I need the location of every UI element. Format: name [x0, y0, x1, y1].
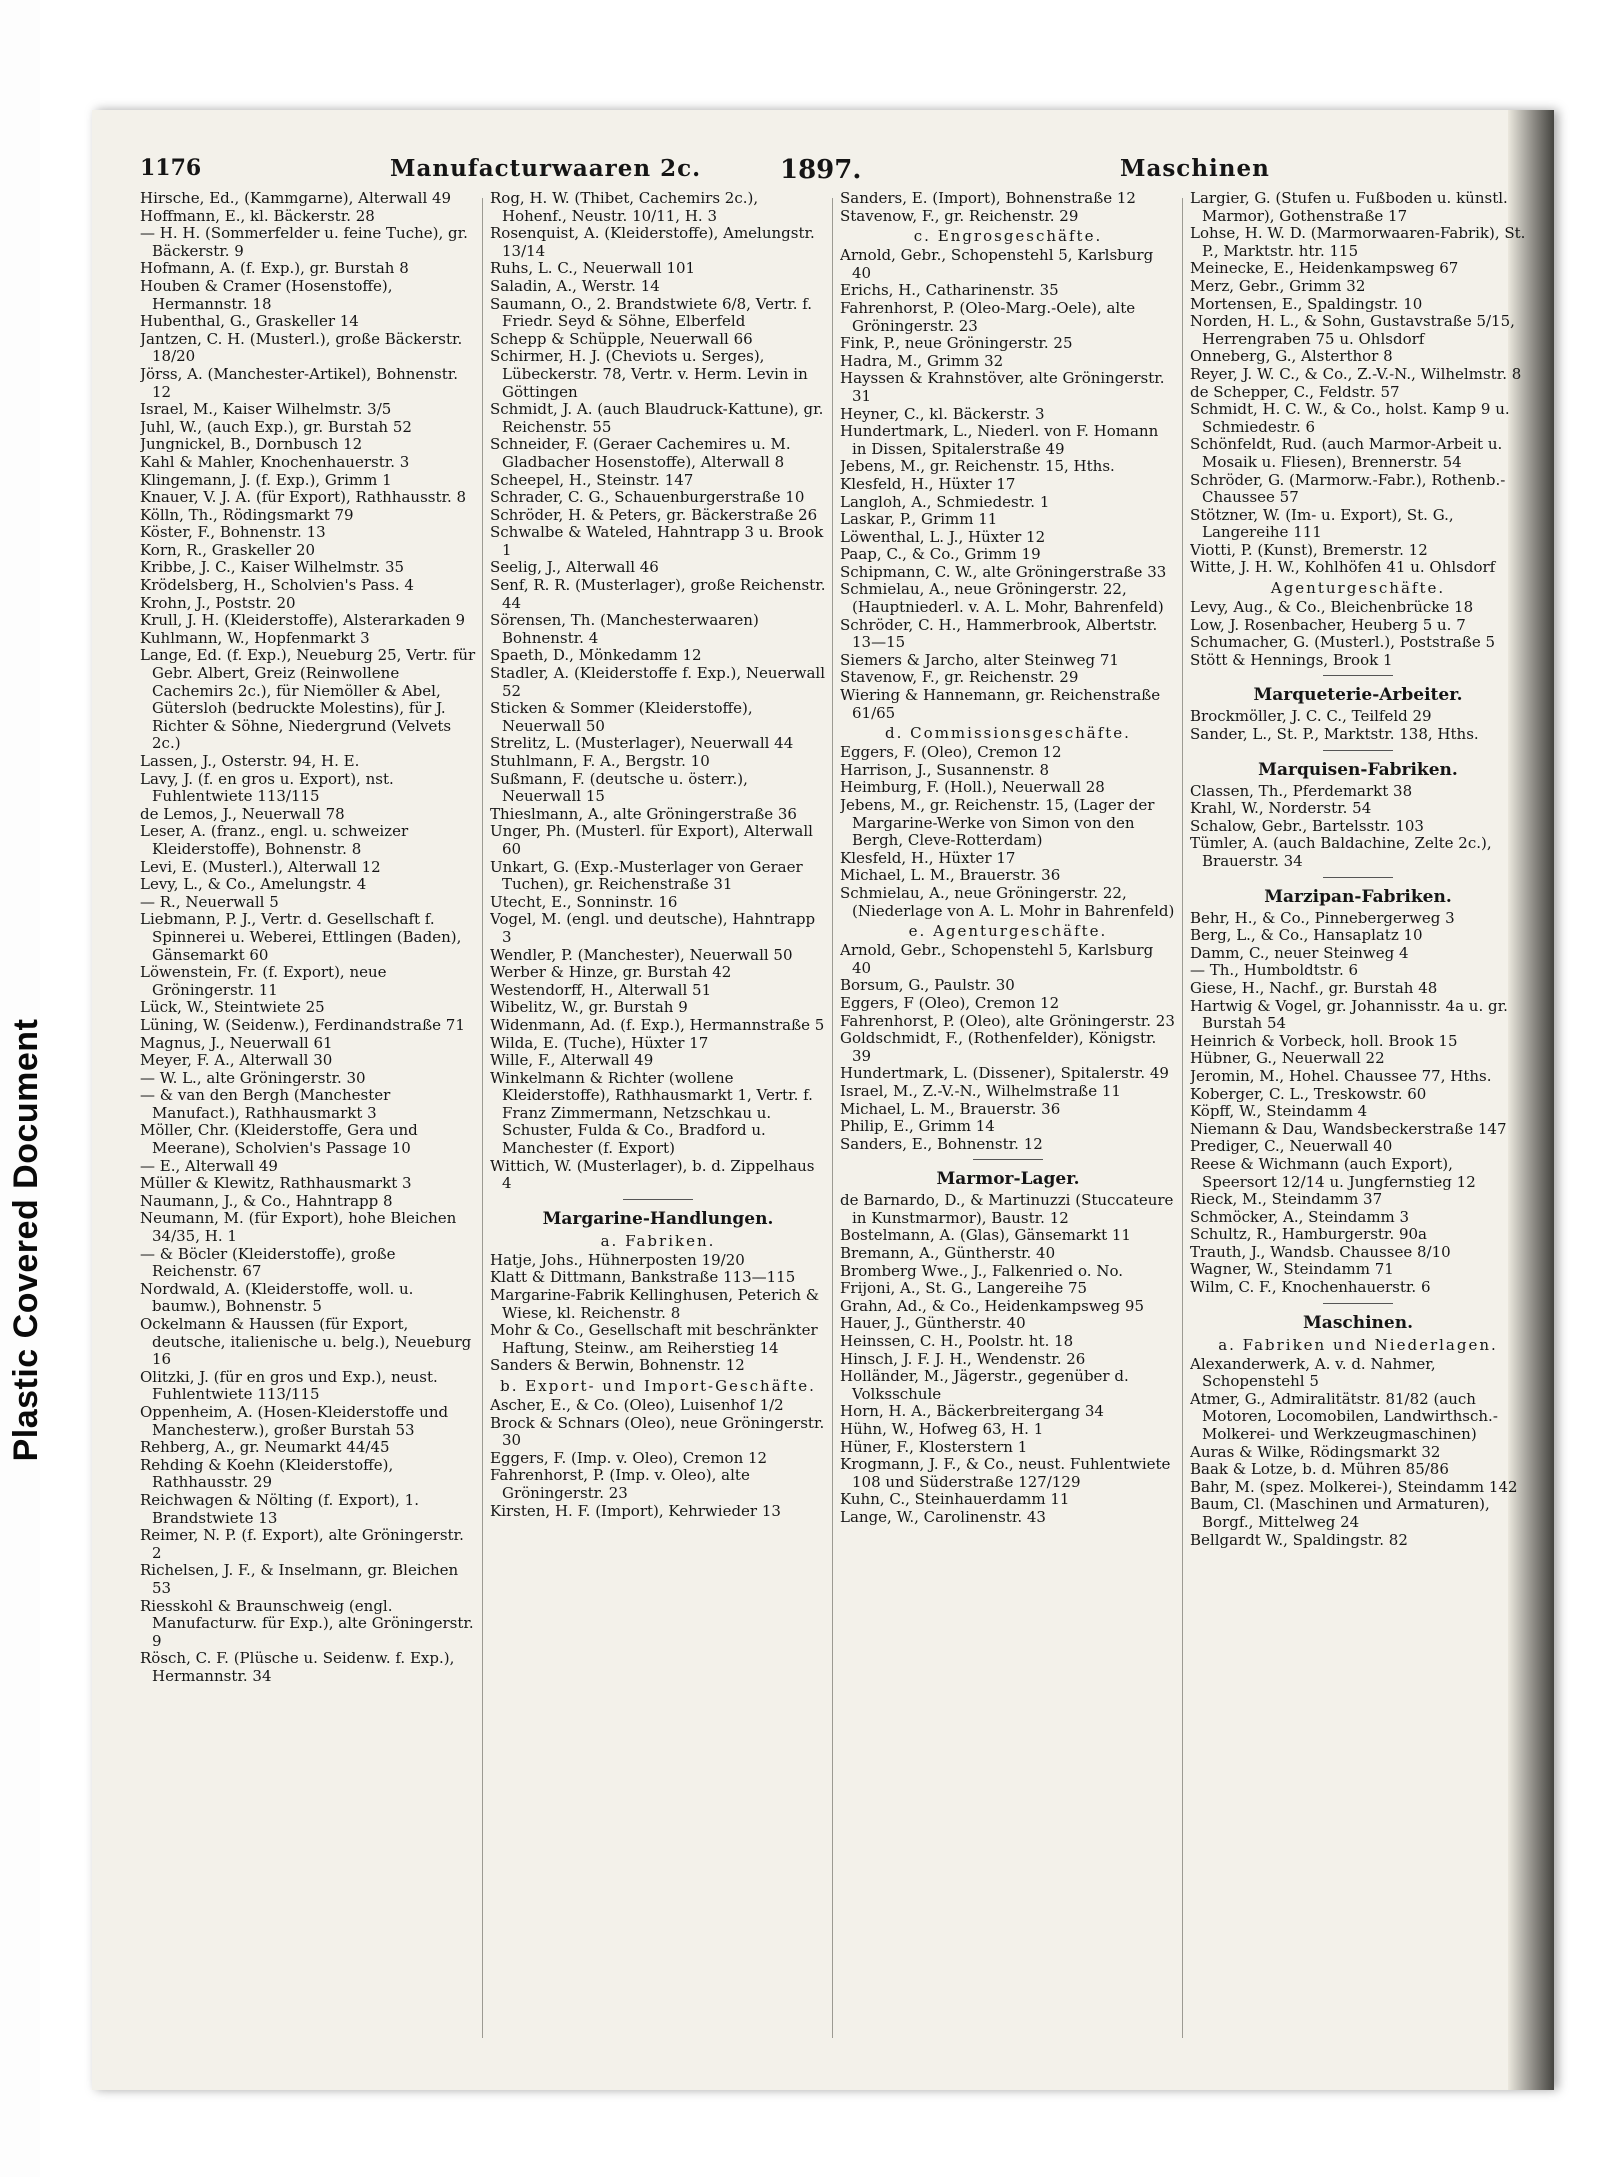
section-divider	[1323, 675, 1393, 676]
directory-entry: Giese, H., Nachf., gr. Burstah 48	[1190, 978, 1438, 997]
directory-entry: Schrader, C. G., Schauenburgerstraße 10	[490, 488, 805, 507]
directory-entry: Kribbe, J. C., Kaiser Wilhelmstr. 35	[140, 558, 405, 577]
directory-entry: Arnold, Gebr., Schopenstehl 5, Karlsburg 40	[840, 941, 1154, 977]
directory-entry: Riesskohl & Braunschweig (engl. Manufacturw. für Exp.), alte Gröningerstr. 9	[140, 1596, 474, 1650]
directory-entry: — W. L., alte Gröningerstr. 30	[140, 1068, 366, 1087]
directory-entry: Sticken & Sommer (Kleiderstoffe), Neuerwall 50	[490, 699, 753, 735]
section-divider	[1323, 1303, 1393, 1304]
section-subheading: a. Fabriken.	[600, 1231, 716, 1250]
directory-entry: Leser, A. (franz., engl. u. schweizer Kleiderstoffe), Bohnenstr. 8	[140, 822, 409, 858]
column-2	[490, 190, 826, 2050]
directory-entry: Frijoni, A., St. G., Langereihe 75	[840, 1279, 1088, 1298]
directory-entry: Saladin, A., Werstr. 14	[490, 276, 660, 295]
directory-entry: Vogel, M. (engl. und deutsche), Hahntrapp 3	[490, 910, 816, 946]
directory-entry: Reese & Wichmann (auch Export), Speersort 12/14 u. Jungfernstieg 12	[1190, 1154, 1476, 1191]
directory-entry: Strelitz, L. (Musterlager), Neuerwall 44	[490, 734, 794, 753]
directory-entry: Sanders & Berwin, Bohnenstr. 12	[490, 1356, 745, 1375]
directory-entry: Holländer, M., Jägerstr., gegenüber d. Volksschule	[840, 1367, 1129, 1403]
running-head-left-title: Manufacturwaaren 2c.	[390, 155, 702, 182]
directory-entry: Schröder, H. & Peters, gr. Bäckerstraße 26	[490, 505, 818, 524]
directory-entry: Wilda, E. (Tuche), Hüxter 17	[490, 1033, 709, 1052]
directory-entry: Low, J. Rosenbacher, Heuberg 5 u. 7	[1190, 615, 1466, 634]
directory-entry: Köpff, W., Steindamm 4	[1190, 1102, 1368, 1121]
directory-entry: Hadra, M., Grimm 32	[840, 351, 1004, 370]
directory-entry: Schmielau, A., neue Gröningerstr. 22, (Hauptniederl. v. A. L. Mohr, Bahrenfeld)	[840, 580, 1164, 617]
directory-entry: Trauth, J., Wandsb. Chaussee 8/10	[1190, 1242, 1451, 1261]
column-rule	[832, 198, 833, 2038]
directory-entry: Kölln, Th., Rödingsmarkt 79	[140, 505, 354, 524]
running-head-right-title: Maschinen	[1120, 155, 1270, 182]
directory-entry: Löwenstein, Fr. (f. Export), neue Gröningerstr. 11	[140, 963, 387, 999]
directory-entry: Levy, Aug., & Co., Bleichenbrücke 18	[1190, 598, 1474, 617]
directory-entry: Niemann & Dau, Wandsbeckerstraße 147	[1190, 1119, 1507, 1138]
directory-entry: Levi, E. (Musterl.), Alterwall 12	[140, 857, 381, 876]
directory-entry: Hinsch, J. F. J. H., Wendenstr. 26	[840, 1349, 1086, 1368]
section-subheading: a. Fabriken und Niederlagen.	[1218, 1335, 1498, 1354]
directory-entry: de Barnardo, D., & Martinuzzi (Stuccateure in Kunstmarmor), Baustr. 12	[840, 1191, 1174, 1227]
directory-entry: Sanders, E., Bohnenstr. 12	[840, 1134, 1043, 1153]
directory-entry: Jörss, A. (Manchester-Artikel), Bohnenstr. 12	[140, 364, 459, 401]
directory-entry: Krohn, J., Poststr. 20	[140, 593, 296, 612]
directory-entry: de Lemos, J., Neuerwall 78	[140, 804, 345, 823]
directory-entry: Hatje, Johs., Hühnerposten 19/20	[490, 1250, 745, 1269]
directory-entry: Ruhs, L. C., Neuerwall 101	[490, 259, 696, 278]
directory-entry: Lange, W., Carolinenstr. 43	[840, 1507, 1046, 1526]
directory-entry: Hundertmark, L., Niederl. von F. Homann in Dissen, Spitalerstraße 49	[840, 422, 1159, 458]
directory-entry: Israel, M., Z.-V.-N., Wilhelmstraße 11	[840, 1081, 1121, 1100]
directory-entry: Norden, H. L., & Sohn, Gustavstraße 5/15, Herrengraben 75 u. Ohlsdorf	[1190, 312, 1515, 348]
directory-entry: Naumann, J., & Co., Hahntrapp 8	[140, 1191, 393, 1210]
directory-entry: Goldschmidt, F., (Rothenfelder), Königstr. 39	[840, 1029, 1157, 1065]
directory-entry: Jebens, M., gr. Reichenstr. 15, Hths.	[840, 457, 1115, 476]
directory-entry: Wilm, C. F., Knochenhauerstr. 6	[1190, 1278, 1431, 1297]
directory-entry: Heinrich & Vorbeck, holl. Brook 15	[1190, 1031, 1458, 1050]
directory-entry: Korn, R., Graskeller 20	[140, 540, 316, 559]
directory-entry: Reyer, J. W. C., & Co., Z.-V.-N., Wilhelmstr. 8	[1190, 364, 1522, 383]
directory-entry: Klesfeld, H., Hüxter 17	[840, 848, 1016, 867]
directory-entry: Paap, C., & Co., Grimm 19	[840, 545, 1041, 564]
directory-entry: Schwalbe & Wateled, Hahntrapp 3 u. Brook 1	[490, 523, 824, 559]
directory-entry: Viotti, P. (Kunst), Bremerstr. 12	[1190, 540, 1428, 559]
directory-entry: Knauer, V. J. A. (für Export), Rathhausstr. 8	[140, 488, 467, 507]
directory-entry: Köster, F., Bohnenstr. 13	[140, 523, 326, 542]
directory-entry: Juhl, W., (auch Exp.), gr. Burstah 52	[140, 417, 412, 436]
section-heading: Marzipan-Fabriken.	[1264, 886, 1452, 907]
directory-entry: Hirsche, Ed., (Kammgarne), Alterwall 49	[140, 190, 452, 207]
directory-entry: Lüning, W. (Seidenw.), Ferdinandstraße 71	[140, 1015, 465, 1034]
directory-entry: Lavy, J. (f. en gros u. Export), nst. Fuhlentwiete 113/115	[140, 769, 394, 806]
directory-entry: Israel, M., Kaiser Wilhelmstr. 3/5	[140, 400, 392, 419]
directory-entry: Krull, J. H. (Kleiderstoffe), Alsterarkaden 9	[140, 611, 466, 630]
directory-entry: Fink, P., neue Gröningerstr. 25	[840, 334, 1073, 353]
directory-entry: Magnus, J., Neuerwall 61	[140, 1033, 333, 1052]
directory-entry: Classen, Th., Pferdemarkt 38	[1190, 781, 1413, 800]
directory-entry: — R., Neuerwall 5	[140, 892, 279, 911]
directory-entry: Jantzen, C. H. (Musterl.), große Bäckerstr. 18/20	[140, 329, 463, 366]
directory-entry: Wagner, W., Steindamm 71	[1190, 1260, 1394, 1279]
directory-entry: Rehberg, A., gr. Neumarkt 44/45	[140, 1438, 390, 1457]
directory-entry: Borsum, G., Paulstr. 30	[840, 976, 1015, 995]
directory-entry: Michael, L. M., Brauerstr. 36	[840, 1099, 1061, 1118]
directory-entry: Houben & Cramer (Hosenstoffe), Hermannstr. 18	[140, 276, 393, 313]
directory-entry: Richelsen, J. F., & Inselmann, gr. Bleichen 53	[140, 1561, 459, 1597]
directory-entry: Baak & Lotze, b. d. Mühren 85/86	[1190, 1460, 1449, 1479]
directory-entry: Klingemann, J. (f. Exp.), Grimm 1	[140, 470, 392, 489]
directory-entry: Fahrenhorst, P. (Oleo), alte Gröningerstr. 23	[840, 1011, 1175, 1030]
directory-entry: Unger, Ph. (Musterl. für Export), Alterwall 60	[490, 822, 813, 858]
section-divider	[623, 1199, 693, 1200]
directory-entry: Schmöcker, A., Steindamm 3	[1190, 1207, 1410, 1226]
directory-entry: Wiering & Hannemann, gr. Reichenstraße 61/65	[840, 686, 1161, 722]
directory-entry: Krahl, W., Norderstr. 54	[1190, 799, 1372, 818]
directory-entry: Mohr & Co., Gesellschaft mit beschränkter Haftung, Steinw., am Reiherstieg 14	[490, 1321, 818, 1357]
directory-entry: Westendorff, H., Alterwall 51	[490, 980, 712, 999]
directory-entry: Baum, Cl. (Maschinen und Armaturen), Borgf., Mittelweg 24	[1190, 1495, 1490, 1531]
directory-entry: Rosenquist, A. (Kleiderstoffe), Amelungstr. 13/14	[490, 224, 815, 260]
directory-entry: Merz, Gebr., Grimm 32	[1190, 276, 1366, 295]
directory-entry: Rehding & Koehn (Kleiderstoffe), Rathhausstr. 29	[140, 1455, 394, 1492]
directory-entry: Hüner, F., Klosterstern 1	[840, 1437, 1028, 1456]
directory-entry: Wittich, W. (Musterlager), b. d. Zippelhaus 4	[490, 1156, 815, 1193]
directory-entry: Klesfeld, H., Hüxter 17	[840, 474, 1016, 493]
running-head-year: 1897.	[780, 155, 862, 185]
directory-entry: Ockelmann & Haussen (für Export, deutsche, italienische u. belg.), Neueburg 16	[140, 1315, 472, 1369]
directory-entry: Sörensen, Th. (Manchesterwaaren) Bohnenstr. 4	[490, 611, 759, 647]
directory-entry: Reichwagen & Nölting (f. Export), 1. Brandstwiete 13	[140, 1490, 419, 1527]
directory-entry: Lange, Ed. (f. Exp.), Neueburg 25, Vertr. für Gebr. Albert, Greiz (Reinwollene Cachemirs 2c.), für Niemöller & Abel, Gütersloh (bedruckte Molestins), für J. Richter & Söhne, Niedergrund (Velvets 2c.)	[140, 646, 476, 753]
directory-entry: Sander, L., St. P., Marktstr. 138, Hths.	[1190, 725, 1479, 744]
section-heading: Marqueterie-Arbeiter.	[1253, 685, 1463, 706]
column-rule	[482, 198, 483, 2038]
directory-entry: de Schepper, C., Feldstr. 57	[1190, 382, 1400, 401]
directory-entry: Oppenheim, A. (Hosen-Kleiderstoffe und Manchesterw.), großer Burstah 53	[140, 1402, 449, 1439]
directory-entry: Margarine-Fabrik Kellinghusen, Peterich & Wiese, kl. Reichenstr. 8	[490, 1286, 820, 1322]
directory-entry: Kuhn, C., Steinhauerdamm 11	[840, 1490, 1070, 1509]
directory-entry: Hayssen & Krahnstöver, alte Gröningerstr. 31	[840, 369, 1165, 405]
directory-entry: Liebmann, P. J., Vertr. d. Gesellschaft f. Spinnerei u. Weberei, Ettlingen (Baden), Gänsemarkt 60	[140, 910, 462, 964]
directory-entry: Kuhlmann, W., Hopfenmarkt 3	[140, 628, 370, 647]
directory-entry: Stuhlmann, F. A., Bergstr. 10	[490, 752, 710, 770]
directory-entry: Bremann, A., Güntherstr. 40	[840, 1244, 1056, 1263]
directory-entry: Behr, H., & Co., Pinnebergerweg 3	[1190, 908, 1455, 927]
column-rule	[1182, 198, 1183, 2038]
directory-entry: Grahn, Ad., & Co., Heidenkampsweg 95	[840, 1296, 1144, 1315]
section-heading: Maschinen.	[1302, 1312, 1414, 1333]
directory-entry: Heinssen, C. H., Poolstr. ht. 18	[840, 1332, 1074, 1351]
directory-entry: — & van den Bergh (Manchester Manufact.), Rathhausmarkt 3	[140, 1086, 391, 1122]
directory-entry: Eggers, F. (Oleo), Cremon 12	[840, 743, 1062, 762]
directory-entry: Jungnickel, B., Dornbusch 12	[140, 435, 363, 454]
directory-entry: Stavenow, F., gr. Reichenstr. 29	[840, 668, 1079, 687]
directory-entry: Laskar, P., Grimm 11	[840, 510, 998, 529]
directory-entry: Stött & Hennings, Brook 1	[1190, 650, 1393, 669]
directory-entry: Löwenthal, L. J., Hüxter 12	[840, 527, 1046, 546]
directory-columns	[140, 190, 1530, 2070]
directory-entry: Lassen, J., Osterstr. 94, H. E.	[140, 752, 360, 770]
directory-entry: Bromberg Wwe., J., Falkenried o. No.	[840, 1261, 1123, 1280]
directory-entry: Schipmann, C. W., alte Gröningerstraße 33	[840, 562, 1167, 581]
directory-entry: Neumann, M. (für Export), hohe Bleichen 34/35, H. 1	[140, 1209, 457, 1246]
section-divider	[973, 1159, 1043, 1160]
directory-entry: Möller, Chr. (Kleiderstoffe, Gera und Meerane), Scholvien's Passage 10	[140, 1121, 418, 1158]
directory-entry: Koberger, C. L., Treskowstr. 60	[1190, 1084, 1427, 1103]
directory-entry: Olitzki, J. (für en gros und Exp.), neust. Fuhlentwiete 113/115	[140, 1367, 438, 1404]
directory-entry: Stötzner, W. (Im- u. Export), St. G., Langereihe 111	[1190, 505, 1454, 542]
directory-entry: Nordwald, A. (Kleiderstoffe, woll. u. baumw.), Bohnenstr. 5	[140, 1279, 414, 1316]
directory-entry: Stadler, A. (Kleiderstoffe f. Exp.), Neuerwall 52	[490, 664, 825, 700]
directory-entry: Lück, W., Steintwiete 25	[140, 998, 325, 1017]
directory-entry: Eggers, F (Oleo), Cremon 12	[840, 993, 1060, 1012]
column-4	[1190, 190, 1526, 2050]
directory-entry: Langloh, A., Schmiedestr. 1	[840, 492, 1050, 511]
directory-entry: Heimburg, F. (Holl.), Neuerwall 28	[840, 778, 1105, 797]
directory-entry: Widenmann, Ad. (f. Exp.), Hermannstraße 5	[490, 1015, 825, 1034]
directory-entry: Michael, L. M., Brauerstr. 36	[840, 866, 1061, 885]
directory-entry: Hartwig & Vogel, gr. Johannisstr. 4a u. gr. Burstah 54	[1190, 996, 1508, 1033]
directory-entry: Schönfeldt, Rud. (auch Marmor-Arbeit u. Mosaik u. Fliesen), Brennerstr. 54	[1190, 435, 1503, 471]
directory-entry: Schirmer, H. J. (Cheviots u. Serges), Lübeckerstr. 78, Vertr. v. Herm. Levin in Göttingen	[490, 347, 808, 401]
directory-entry: Schneider, F. (Geraer Cachemires u. M. Gladbacher Hosenstoffe), Alterwall 8	[490, 435, 791, 471]
directory-entry: Schröder, G. (Marmorw.-Fabr.), Rothenb.-Chaussee 57	[1190, 470, 1506, 507]
section-subheading: b. Export- und Import-Geschäfte.	[500, 1377, 816, 1395]
directory-entry: Levy, L., & Co., Amelungstr. 4	[140, 875, 367, 894]
directory-entry: Meyer, F. A., Alterwall 30	[140, 1051, 333, 1070]
directory-entry: Hundertmark, L. (Dissener), Spitalerstr. 49	[840, 1064, 1169, 1083]
directory-entry: Krogmann, J. F., & Co., neust. Fuhlentwiete 108 und Süderstraße 127/129	[840, 1455, 1171, 1491]
directory-entry: Atmer, G., Admiralitätstr. 81/82 (auch Motoren, Locomobilen, Landwirthsch.-Molkerei- und Werkzeugmaschinen)	[1190, 1389, 1498, 1444]
section-heading: Margarine-Handlungen.	[542, 1208, 774, 1229]
section-heading: Marquisen-Fabriken.	[1258, 759, 1458, 780]
directory-entry: Fahrenhorst, P. (Oleo-Marg.-Oele), alte Gröningerstr. 23	[840, 298, 1136, 335]
directory-entry: Tümler, A. (auch Baldachine, Zelte 2c.), Brauerstr. 34	[1190, 834, 1492, 870]
directory-entry: Arnold, Gebr., Schopenstehl 5, Karlsburg 40	[840, 246, 1154, 282]
directory-entry: Müller & Klewitz, Rathhausmarkt 3	[140, 1174, 412, 1193]
directory-entry: Schalow, Gebr., Bartelsstr. 103	[1190, 816, 1424, 835]
directory-entry: Alexanderwerk, A. v. d. Nahmer, Schopenstehl 5	[1190, 1354, 1436, 1391]
directory-entry: Witte, J. H. W., Kohlhöfen 41 u. Ohlsdorf	[1190, 558, 1496, 577]
directory-entry: Hoffmann, E., kl. Bäckerstr. 28	[140, 206, 375, 225]
directory-entry: Brock & Schnars (Oleo), neue Gröningerstr. 30	[490, 1413, 825, 1450]
directory-entry: Schepp & Schüpple, Neuerwall 66	[490, 329, 753, 348]
directory-entry: Heyner, C., kl. Bäckerstr. 3	[840, 404, 1045, 423]
directory-entry: Bostelmann, A. (Glas), Gänsemarkt 11	[840, 1226, 1131, 1245]
directory-entry: Sußmann, F. (deutsche u. österr.), Neuerwall 15	[490, 769, 748, 806]
directory-entry: Reimer, N. P. (f. Export), alte Gröningerstr. 2	[140, 1526, 464, 1562]
directory-entry: Largier, G. (Stufen u. Fußboden u. künstl. Marmor), Gothenstraße 17	[1190, 190, 1508, 225]
directory-entry: Bahr, M. (spez. Molkerei-), Steindamm 142	[1190, 1477, 1518, 1496]
directory-entry: Ascher, E., & Co. (Oleo), Luisenhof 1/2	[490, 1396, 784, 1414]
directory-entry: Horn, H. A., Bäckerbreitergang 34	[840, 1402, 1104, 1421]
directory-entry: — E., Alterwall 49	[140, 1156, 278, 1175]
directory-entry: Schumacher, G. (Musterl.), Poststraße 5	[1190, 633, 1496, 652]
directory-entry: Saumann, O., 2. Brandstwiete 6/8, Vertr. f. Friedr. Seyd & Söhne, Elberfeld	[490, 294, 813, 331]
directory-entry: Hofmann, A. (f. Exp.), gr. Burstah 8	[140, 259, 409, 278]
directory-entry: Stavenow, F., gr. Reichenstr. 29	[840, 206, 1079, 225]
directory-entry: Schmidt, H. C. W., & Co., holst. Kamp 9 u. Schmiedestr. 6	[1190, 400, 1510, 436]
directory-entry: Spaeth, D., Mönkedamm 12	[490, 646, 702, 665]
directory-entry: Wibelitz, W., gr. Burstah 9	[490, 998, 688, 1017]
directory-entry: Schmidt, J. A. (auch Blaudruck-Kattune), gr. Reichenstr. 55	[490, 400, 824, 436]
directory-entry: Brockmöller, J. C. C., Teilfeld 29	[1190, 707, 1432, 726]
directory-entry: Thieslmann, A., alte Gröningerstraße 36	[490, 804, 797, 823]
directory-entry: Onneberg, G., Alsterthor 8	[1190, 347, 1393, 366]
directory-entry: Berg, L., & Co., Hansaplatz 10	[1190, 926, 1423, 945]
directory-entry: Philip, E., Grimm 14	[840, 1117, 995, 1136]
directory-entry: Rieck, M., Steindamm 37	[1190, 1190, 1383, 1209]
directory-entry: Wille, F., Alterwall 49	[490, 1051, 654, 1070]
directory-entry: Meinecke, E., Heidenkampsweg 67	[1190, 259, 1459, 278]
directory-entry: Schröder, C. H., Hammerbrook, Albertstr. 13—15	[840, 615, 1158, 652]
directory-entry: Kirsten, H. F. (Import), Kehrwieder 13	[490, 1501, 781, 1520]
directory-entry: Scheepel, H., Steinstr. 147	[490, 470, 694, 489]
directory-entry: Siemers & Jarcho, alter Steinweg 71	[840, 650, 1119, 669]
directory-entry: Jebens, M., gr. Reichenstr. 15, (Lager der Margarine-Werke von Simon von den Bergh, Cleve-Rotterdam)	[840, 796, 1155, 850]
directory-entry: Utecht, E., Sonninstr. 16	[490, 892, 678, 911]
section-divider	[1323, 750, 1393, 751]
directory-entry: Bellgardt W., Spaldingstr. 82	[1190, 1530, 1408, 1549]
directory-entry: Senf, R. R. (Musterlager), große Reichenstr. 44	[490, 576, 826, 612]
directory-entry: Hühn, W., Hofweg 63, H. 1	[840, 1420, 1044, 1438]
directory-entry: Lohse, H. W. D. (Marmorwaaren-Fabrik), St. P., Marktstr. htr. 115	[1190, 224, 1526, 260]
section-subheading: c. Engrosgeschäfte.	[913, 227, 1103, 246]
directory-entry: — & Böcler (Kleiderstoffe), große Reichenstr. 67	[140, 1244, 396, 1281]
directory-entry: Schmielau, A., neue Gröningerstr. 22, (Niederlage von A. L. Mohr in Bahrenfeld)	[840, 883, 1175, 920]
directory-entry: Jeromin, M., Hohel. Chaussee 77, Hths.	[1190, 1066, 1492, 1085]
directory-entry: Hauer, J., Güntherstr. 40	[840, 1314, 1026, 1333]
directory-entry: Hubenthal, G., Graskeller 14	[140, 312, 359, 331]
directory-entry: — H. H. (Sommerfelder u. feine Tuche), gr. Bäckerstr. 9	[140, 224, 468, 260]
directory-entry: Eggers, F. (Imp. v. Oleo), Cremon 12	[490, 1448, 768, 1467]
document-side-label: Plastic Covered Document	[7, 1018, 45, 1462]
directory-entry: Krödelsberg, H., Scholvien's Pass. 4	[140, 576, 414, 595]
directory-entry: Winkelmann & Richter (wollene Kleiderstoffe), Rathhausmarkt 1, Vertr. f. Franz Zimmermann, Netzschkau u. Schuster, Fulda & Co., Bradford u. Manchester (f. Export)	[490, 1068, 813, 1158]
section-subheading: d. Commissionsgeschäfte.	[885, 724, 1131, 743]
directory-entry: Fahrenhorst, P. (Imp. v. Oleo), alte Gröningerstr. 23	[490, 1466, 750, 1502]
section-subheading: e. Agenturgeschäfte.	[908, 922, 1108, 941]
page-number: 1176	[140, 155, 202, 181]
directory-entry: — Th., Humboldtstr. 6	[1190, 961, 1359, 980]
directory-entry: Auras & Wilke, Rödingsmarkt 32	[1190, 1442, 1441, 1461]
directory-entry: Unkart, G. (Exp.-Musterlager von Geraer Tuchen), gr. Reichenstraße 31	[490, 857, 803, 894]
directory-entry: Mortensen, E., Spaldingstr. 10	[1190, 294, 1423, 313]
running-head	[140, 155, 1530, 191]
directory-entry: Prediger, C., Neuerwall 40	[1190, 1137, 1393, 1156]
directory-entry: Seelig, J., Alterwall 46	[490, 558, 659, 577]
directory-entry: Harrison, J., Susannenstr. 8	[840, 760, 1050, 779]
directory-entry: Schultz, R., Hamburgerstr. 90a	[1190, 1225, 1428, 1244]
section-divider	[1323, 877, 1393, 878]
directory-entry: Klatt & Dittmann, Bankstraße 113—115	[490, 1268, 796, 1287]
directory-entry: Damm, C., neuer Steinweg 4	[1190, 943, 1409, 962]
directory-entry: Sanders, E. (Import), Bohnenstraße 12	[840, 190, 1136, 207]
column-1	[140, 190, 476, 2050]
directory-entry: Rösch, C. F. (Plüsche u. Seidenw. f. Exp.), Hermannstr. 34	[140, 1649, 455, 1685]
directory-entry: Kahl & Mahler, Knochenhauerstr. 3	[140, 452, 410, 471]
directory-entry: Rog, H. W. (Thibet, Cachemirs 2c.), Hohenf., Neustr. 10/11, H. 3	[490, 190, 759, 225]
section-heading: Marmor-Lager.	[936, 1169, 1080, 1190]
directory-entry: Werber & Hinze, gr. Burstah 42	[490, 963, 732, 982]
directory-entry: Wendler, P. (Manchester), Neuerwall 50	[490, 945, 793, 964]
directory-entry: Hübner, G., Neuerwall 22	[1190, 1049, 1385, 1068]
column-3	[840, 190, 1176, 2050]
section-subheading: Agenturgeschäfte.	[1270, 579, 1446, 598]
directory-entry: Erichs, H., Catharinenstr. 35	[840, 281, 1059, 300]
